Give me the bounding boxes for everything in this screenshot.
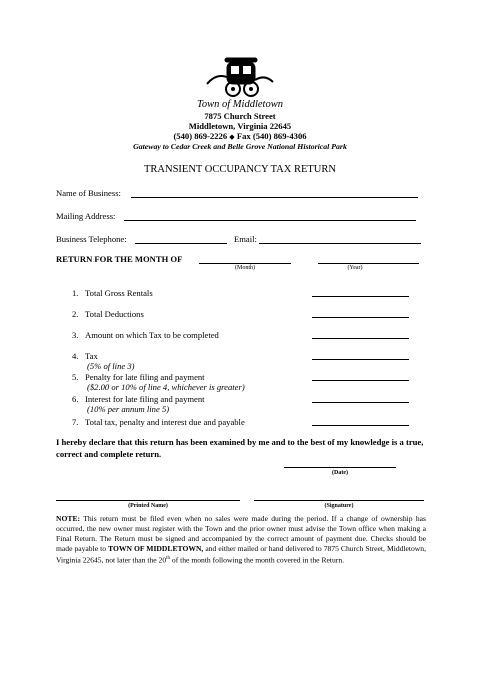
item-number: 4. [72, 351, 79, 361]
item-label-penalty: Penalty for late filing and payment [85, 372, 205, 382]
deductions-field[interactable] [312, 317, 409, 318]
date-caption: (Date) [332, 470, 348, 476]
item-number: 7. [72, 417, 79, 427]
tax-field[interactable] [312, 359, 409, 360]
business-name-label: Name of Business: [56, 188, 121, 198]
business-name-field[interactable] [131, 197, 418, 198]
printed-name-field[interactable] [56, 500, 240, 501]
item-label-deductions: Total Deductions [85, 309, 144, 319]
item-label-tax: Tax [85, 351, 98, 361]
taxable-amount-field[interactable] [312, 338, 409, 339]
note-text-mailing: and either mailed or hand delivered to 7875 Church Street, Middletown, Virginia 22645, not later than the 20 [56, 544, 426, 565]
printed-name-caption: (Printed Name) [128, 503, 168, 509]
form-title: TRANSIENT OCCUPANCY TAX RETURN [144, 164, 336, 175]
note-text: This return must be filed even when no sales were made during the period. If a change of ownership has occurred, the new owner must register with the Town and the prior owner must advise the Town office when making a Final Return. The Return must be signed and accompanied by the correct amount of payment due. Checks should be made payable to [56, 514, 426, 553]
filing-note [56, 514, 426, 566]
business-telephone-field[interactable] [135, 243, 227, 244]
item-label-taxable-amount: Amount on which Tax to be completed [85, 330, 219, 340]
month-caption: (Month) [235, 265, 255, 271]
email-field[interactable] [259, 243, 421, 244]
signature-field[interactable] [254, 500, 424, 501]
item-number: 6. [72, 394, 79, 404]
interest-field[interactable] [312, 402, 409, 403]
year-field[interactable] [318, 263, 419, 264]
year-caption: (Year) [347, 265, 363, 271]
note-label: NOTE: [56, 514, 81, 523]
contact-line [0, 131, 480, 141]
total-due-field[interactable] [312, 425, 409, 426]
item-number: 5. [72, 372, 79, 382]
date-field[interactable] [284, 467, 396, 468]
item-note-penalty: ($2.00 or 10% of line 4, whichever is greater) [87, 382, 245, 392]
tagline: Gateway to Cedar Creek and Belle Grove National Historical Park [133, 142, 347, 151]
mailing-address-label: Mailing Address: [56, 211, 116, 221]
item-note-tax: (5% of line 3) [87, 361, 135, 371]
business-telephone-label: Business Telephone: [56, 234, 127, 244]
return-month-label: RETURN FOR THE MONTH OF [56, 254, 183, 264]
item-label-total-due: Total tax, penalty and interest due and payable [85, 417, 245, 427]
item-label-interest: Interest for late filing and payment [85, 394, 205, 404]
email-label: Email: [234, 234, 257, 244]
payee-name: TOWN OF MIDDLETOWN, [108, 544, 204, 553]
mailing-address-field[interactable] [124, 220, 416, 221]
declaration-text: I hereby declare that this return has been examined by me and to the best of my knowledge is a true, correct and complete return. [56, 437, 424, 459]
item-number: 3. [72, 330, 79, 340]
stagecoach-icon [203, 54, 277, 98]
town-name: Town of Middletown [197, 99, 283, 110]
ordinal-suffix: th [166, 556, 171, 561]
fax-number: Fax (540) 869-4306 [236, 131, 307, 141]
street-address: 7875 Church Street [204, 111, 276, 121]
item-note-interest: (10% per annum line 5) [87, 404, 170, 414]
item-number: 2. [72, 309, 79, 319]
item-number: 1. [72, 288, 79, 298]
phone-number: (540) 869-2226 [173, 131, 228, 141]
note-text-deadline: of the month following the month covered in the Return. [171, 555, 345, 565]
city-address: Middletown, Virginia 22645 [188, 121, 292, 131]
signature-caption: (Signature) [324, 503, 354, 509]
item-label-gross-rentals: Total Gross Rentals [85, 288, 153, 298]
month-field[interactable] [199, 263, 291, 264]
gross-rentals-field[interactable] [312, 296, 409, 297]
penalty-field[interactable] [312, 380, 409, 381]
diamond-icon: ◆ [229, 133, 235, 141]
